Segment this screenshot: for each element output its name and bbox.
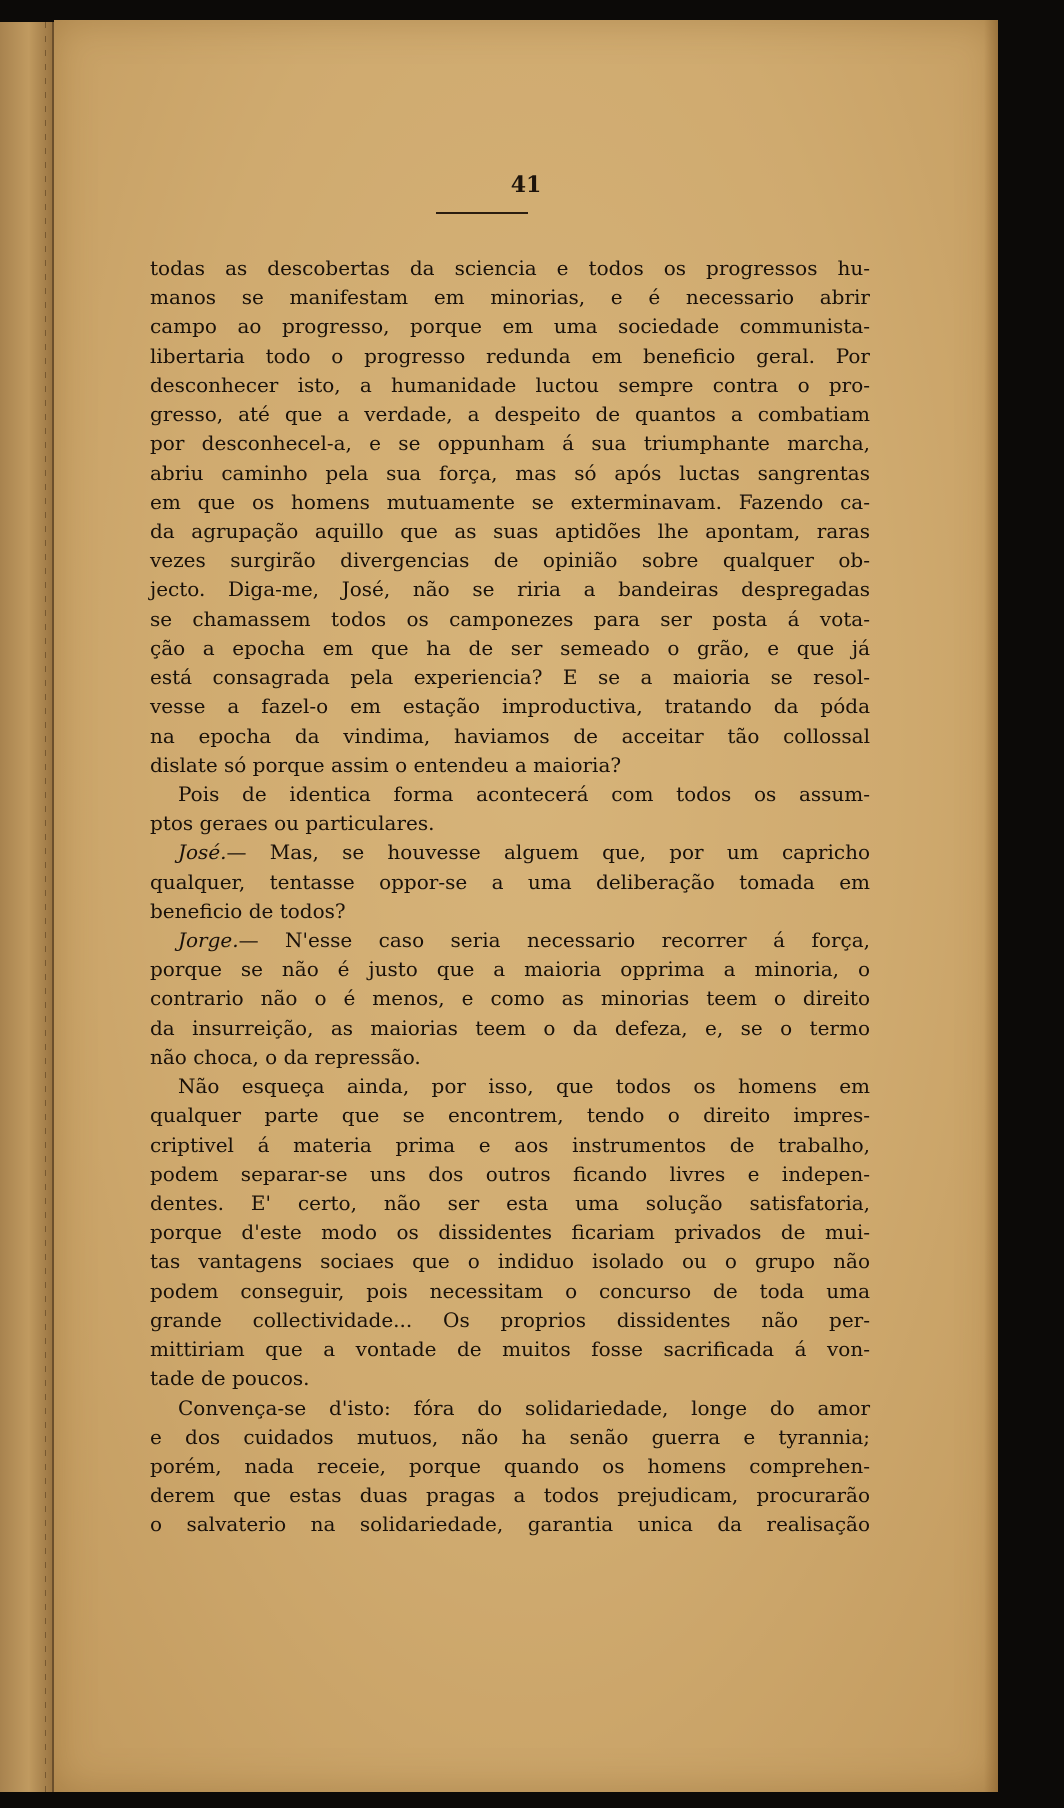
text-line [150,400,870,429]
text-line [150,868,870,897]
line-text: podem separar-se uns dos outros ficando livres e indepen- [150,1161,870,1186]
line-text: contrario não o é menos, e como as minorias teem o direito [150,986,870,1011]
page-number-rule [436,212,528,214]
line-text: não choca, o da repressão. [150,1044,421,1069]
text-line [150,955,870,984]
line-text: derem que estas duas pragas a todos prejudicam, procurarão [150,1483,870,1508]
line-text: Convença-se d'isto: fóra do solidariedade, longe do amor [178,1395,870,1420]
speaker-name: José. [178,840,227,865]
text-line [150,1394,870,1423]
text-line [150,1043,870,1072]
line-text: gresso, até que a verdade, a despeito de quantos a combatiam [150,402,870,427]
text-line [150,1481,870,1510]
line-text: o salvaterio na solidariedade, garantia unica da realisação [150,1512,870,1537]
text-line [150,1452,870,1481]
line-text: porque d'este modo os dissidentes ficariam privados de mui- [150,1220,870,1245]
text-line [150,1510,870,1539]
line-text: porém, nada receie, porque quando os homens comprehen- [150,1453,870,1478]
text-line [150,1335,870,1364]
line-text: campo ao progresso, porque em uma sociedade communista- [150,314,870,339]
book-page [54,20,998,1792]
line-text: Não esqueça ainda, por isso, que todos os homens em [178,1074,870,1099]
line-text: grande collectividade... Os proprios dissidentes não per- [150,1307,870,1332]
text-line [150,1160,870,1189]
line-text: da insurreição, as maiorias teem o da defeza, e, se o termo [150,1015,870,1040]
text-line [150,809,870,838]
line-text: criptivel á materia prima e aos instrumentos de trabalho, [150,1132,870,1157]
text-line [150,254,870,283]
text-line [150,1247,870,1276]
text-line [150,371,870,400]
line-text: podem conseguir, pois necessitam o concurso de toda uma [150,1278,870,1303]
text-line [150,984,870,1013]
text-line [150,751,870,780]
line-text: por desconhecel-a, e se oppunham á sua triumphante marcha, [150,431,870,456]
text-line [150,1014,870,1043]
line-text: beneficio de todos? [150,898,346,923]
text-line [150,429,870,458]
line-text: jecto. Diga-me, José, não se riria a bandeiras despregadas [150,577,870,602]
line-text: Pois de identica forma acontecerá com todos os assum- [178,781,870,806]
line-text: em que os homens mutuamente se exterminavam. Fazendo ca- [150,489,870,514]
text-line [150,663,870,692]
line-text: se chamassem todos os camponezes para ser posta á vota- [150,606,870,631]
line-text: — N'esse caso seria necessario recorrer á força, [238,928,870,953]
line-text: dislate só porque assim o entendeu a maioria? [150,752,622,777]
line-text: da agrupação aquillo que as suas aptidões lhe apontam, raras [150,518,870,543]
line-text: porque se não é justo que a maioria opprima a minoria, o [150,957,870,982]
line-text: tade de poucos. [150,1366,310,1391]
line-text: na epocha da vindima, haviamos de acceitar tão collossal [150,723,870,748]
line-text: vezes surgirão divergencias de opinião sobre qualquer ob- [150,548,870,573]
text-line [150,459,870,488]
line-text: qualquer, tentasse oppor-se a uma deliberação tomada em [150,869,870,894]
line-text: vesse a fazel-o em estação improductiva, tratando da póda [150,694,870,719]
text-line [150,926,870,955]
text-line [150,575,870,604]
text-line [150,780,870,809]
text-line [150,342,870,371]
text-line [150,1306,870,1335]
speaker-name: Jorge. [178,928,239,953]
line-text: libertaria todo o progresso redunda em beneficio geral. Por [150,343,870,368]
facing-page-edge [0,22,54,1792]
text-line [150,838,870,867]
line-text: — Mas, se houvesse alguem que, por um capricho [226,840,870,865]
text-line [150,517,870,546]
line-text: abriu caminho pela sua força, mas só após luctas sangrentas [150,460,870,485]
line-text: está consagrada pela experiencia? E se a maioria se resol- [150,665,870,690]
line-text: ptos geraes ou particulares. [150,811,435,836]
text-line [150,1101,870,1130]
line-text: todas as descobertas da sciencia e todos os progressos hu- [150,256,870,280]
text-line [150,1277,870,1306]
line-text: e dos cuidados mutuos, não ha senão guerra e tyrannia; [150,1424,870,1449]
text-line [150,692,870,721]
text-line [150,1131,870,1160]
text-line [150,1072,870,1101]
text-line [150,722,870,751]
text-line [150,312,870,341]
text-line [150,1364,870,1393]
text-line [150,1423,870,1452]
line-text: ção a epocha em que ha de ser semeado o grão, e que já [150,635,870,660]
text-line [150,897,870,926]
text-line [150,283,870,312]
text-line [150,605,870,634]
line-text: qualquer parte que se encontrem, tendo o direito impres- [150,1103,870,1128]
line-text: desconhecer isto, a humanidade luctou sempre contra o pro- [150,372,870,397]
page-number: 41 [510,172,542,198]
text-line [150,488,870,517]
text-line [150,546,870,575]
body-text [150,254,870,1540]
line-text: mittiriam que a vontade de muitos fosse sacrificada á von- [150,1337,870,1362]
line-text: dentes. E' certo, não ser esta uma solução satisfatoria, [150,1191,870,1215]
text-line [150,1218,870,1247]
line-text: tas vantagens sociaes que o indiduo isolado ou o grupo não [150,1249,870,1274]
text-line [150,1189,870,1218]
text-line [150,634,870,663]
line-text: manos se manifestam em minorias, e é necessario abrir [150,285,870,310]
